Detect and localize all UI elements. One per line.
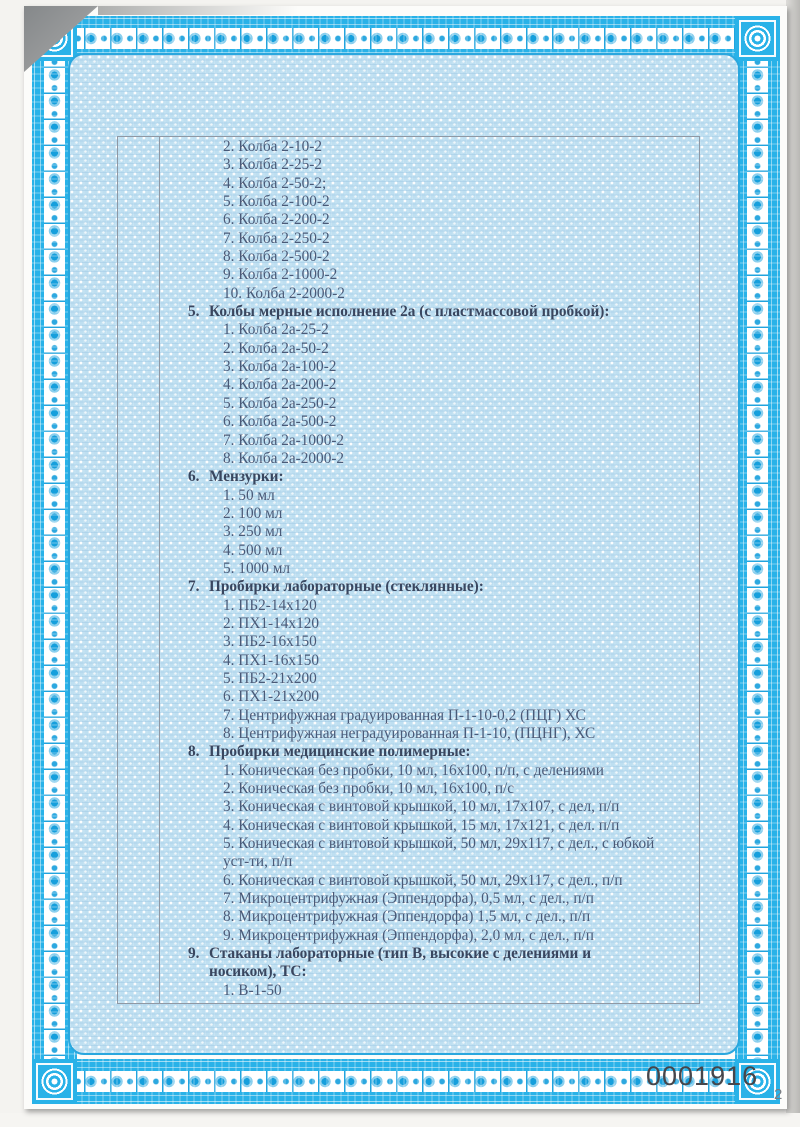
section-heading (159, 303, 697, 321)
section-number: 8. (188, 743, 200, 761)
list-item: 7. Колба 2а-1000-2 (223, 431, 345, 449)
list-item: 4. Колба 2а-200-2 (223, 376, 337, 394)
list-item: 5. ПБ2-21х200 (223, 669, 317, 687)
list-item: 8. Микроцентрифужная (Эппендорфа) 1,5 мл, с дел., п/п (223, 908, 591, 926)
list-item: 2. 100 мл (223, 504, 283, 522)
list-item: 1. ПБ2-14х120 (223, 596, 317, 614)
ornament-border-right (735, 16, 783, 1104)
list-item: 1. 50 мл (223, 486, 275, 504)
list-item: 5. Колба 2-100-2 (223, 193, 330, 211)
list-item: 8. Центрифужная неградуированная П-1-10, (ПЦНГ), ХС (223, 725, 596, 742)
list-item: 9. Микроцентрифужная (Эппендорфа), 2,0 мл, с дел., п/п (223, 926, 594, 944)
page-number: 2 (774, 1086, 783, 1103)
list-item: 4. Коническая с винтовой крышкой, 15 мл, 17х121, с дел. п/п (223, 816, 620, 834)
ornament-corner-rosette (32, 1059, 77, 1104)
list-item: 3. 250 мл (223, 523, 283, 541)
list-item: 3. Колба 2-25-2 (223, 156, 322, 174)
serial-number: 0001916 (646, 1061, 759, 1091)
list-item: 2. ПХ1-14х120 (223, 614, 320, 632)
section-number: 5. (188, 303, 200, 321)
list-item: 6. Колба 2а-500-2 (223, 413, 337, 431)
list-item: 3. ПБ2-16х150 (223, 633, 317, 651)
list-item: 4. 500 мл (223, 541, 283, 559)
list-item: 5. Коническая с винтовой крышкой, 50 мл, 29х117, с дел., с юбкой (223, 835, 655, 853)
list-item: 10. Колба 2-2000-2 (223, 284, 345, 302)
list-item: 7. Колба 2-250-2 (223, 229, 330, 247)
ornament-corner-rosette (735, 16, 780, 61)
list-item: 3. Колба 2а-100-2 (223, 358, 337, 376)
list-item: 6. Коническая с винтовой крышкой, 50 мл, 29х117, с дел., п/п (223, 871, 623, 889)
list-item-continuation: уст-ти, п/п (223, 853, 293, 871)
list-item: 1. В-1-50 (223, 981, 282, 999)
section-number: 7. (188, 578, 200, 596)
list-item: 5. Колба 2а-250-2 (223, 394, 337, 412)
list-item: 6. ПХ1-21х200 (223, 688, 320, 706)
list-item: 4. ПХ1-16х150 (223, 651, 320, 669)
list-item: 8. Колба 2а-2000-2 (223, 449, 345, 467)
list-item: 5. 1000 мл (223, 559, 291, 577)
section-heading (159, 468, 697, 486)
list-item: 4. Колба 2-50-2; (223, 174, 327, 192)
section-heading (159, 945, 697, 963)
section-title: Пробирки медицинские полимерные: (209, 743, 471, 761)
section-heading (159, 578, 697, 596)
list-item: 6. Колба 2-200-2 (223, 211, 330, 229)
list-item: 7. Микроцентрифужная (Эппендорфа), 0,5 мл, с дел., п/п (223, 890, 594, 908)
section-number: 6. (188, 468, 200, 486)
certificate-page (24, 6, 787, 1109)
list-item: 1. Коническая без пробки, 10 мл, 16х100, п/п, с делениями (223, 761, 604, 779)
list-item: 9. Колба 2-1000-2 (223, 266, 338, 284)
section-title-continuation: носиком), ТС: (209, 963, 307, 981)
equipment-list (159, 137, 697, 1003)
list-item: 2. Коническая без пробки, 10 мл, 16х100, п/с (223, 780, 515, 798)
scanner-background-bottom (0, 1113, 800, 1127)
section-number: 9. (188, 945, 200, 963)
list-item: 8. Колба 2-500-2 (223, 248, 330, 266)
fold-shadow (98, 6, 298, 15)
list-item: 3. Коническая с винтовой крышкой, 10 мл, 17х107, с дел, п/п (223, 798, 620, 816)
section-title: Стаканы лабораторные (тип В, высокие с делениями и (209, 945, 592, 963)
scanner-background-edge (786, 0, 800, 1127)
list-item: 7. Центрифужная градуированная П-1-10-0,2 (ПЦГ) ХС (223, 706, 586, 724)
list-item: 2. Колба 2а-50-2 (223, 339, 329, 357)
section-heading (159, 743, 697, 761)
list-item: 2. Колба 2-10-2 (223, 138, 322, 155)
list-item: 1. Колба 2а-25-2 (223, 321, 329, 339)
content-table (117, 136, 700, 1004)
section-title: Мензурки: (209, 468, 284, 486)
section-title: Пробирки лабораторные (стеклянные): (209, 578, 484, 596)
section-title: Колбы мерные исполнение 2а (с пластмассовой пробкой): (209, 303, 610, 321)
